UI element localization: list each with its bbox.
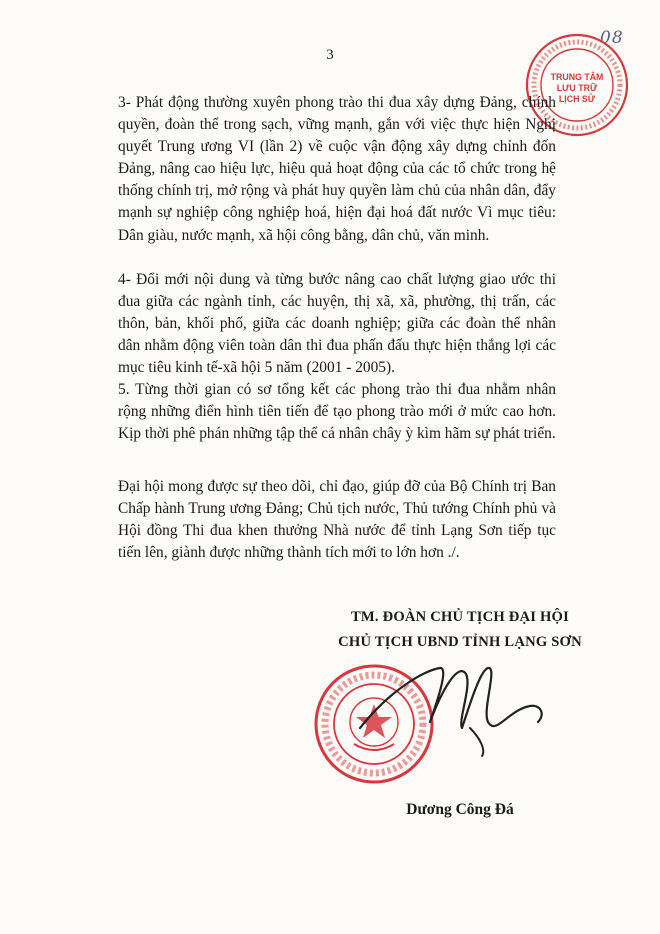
paragraph-closing: Đại hội mong được sự theo dõi, chỉ đạo, giúp đỡ của Bộ Chính trị Ban Chấp hành Trung ương Đảng; Chủ tịch nước, Thủ tướng Chính phủ và Hội đồng Thi đua khen thưởng Nhà nước để tỉnh Lạng Sơn tiếp tục tiến lên, giành được những thành tích mới to lớn hơn ./. bbox=[118, 478, 556, 562]
archive-stamp-line: LỊCH SỬ bbox=[558, 94, 596, 104]
handwritten-signature-icon bbox=[330, 650, 560, 760]
paragraph-item-3: 3- Phát động thường xuyên phong trào thi đua xây dựng Đảng, chính quyền, đoàn thể trong sạch, vững mạnh, gắn với việc thực hiện Nghị quyết Trung ương VI (lần 2) về cuộc vận động xây dựng chỉnh đốn Đảng, nâng cao hiệu lực, hiệu quả hoạt động của các tổ chức trong hệ thống chính trị, mở rộng và phát huy quyền làm chủ của nhân dân, đẩy mạnh sự nghiệp công nghiệp hoá, hiện đại hoá đất nước Vì mục tiêu: Dân giàu, nước mạnh, xã hội công bằng, dân chủ, văn minh. bbox=[118, 94, 556, 244]
signer-name: Dương Công Đá bbox=[406, 801, 514, 818]
archive-stamp-line: LƯU TRỮ bbox=[556, 83, 598, 93]
handwritten-page-note: 08 bbox=[600, 28, 624, 48]
paragraph-item-5: 5. Từng thời gian có sơ tổng kết các phong trào thi đua nhằm nhân rộng những điển hình tiên tiến để tạo phong trào mới ở mức cao hơn. Kịp thời phê phán những tập thể cá nhân chây ỳ kìm hãm sự phát triển. bbox=[118, 381, 556, 443]
signature-title-line1: TM. ĐOÀN CHỦ TỊCH ĐẠI HỘI bbox=[351, 609, 569, 625]
page-number: 3 bbox=[326, 47, 334, 63]
signature-title-line2: CHỦ TỊCH UBND TỈNH LẠNG SƠN bbox=[338, 634, 582, 650]
archive-stamp-line: TRUNG TÂM bbox=[550, 72, 604, 82]
paragraph-item-4: 4- Đổi mới nội dung và từng bước nâng cao chất lượng giao ước thi đua giữa các ngành tỉnh, các huyện, thị xã, xã, phường, thị trấn, các thôn, bản, khối phố, giữa các doanh nghiệp; giữa các đoàn thể nhân dân nhằm động viên toàn dân thi đua phấn đấu thực hiện thắng lợi các mục tiêu kinh tế-xã hội 5 năm (2001 - 2005). bbox=[118, 271, 556, 377]
